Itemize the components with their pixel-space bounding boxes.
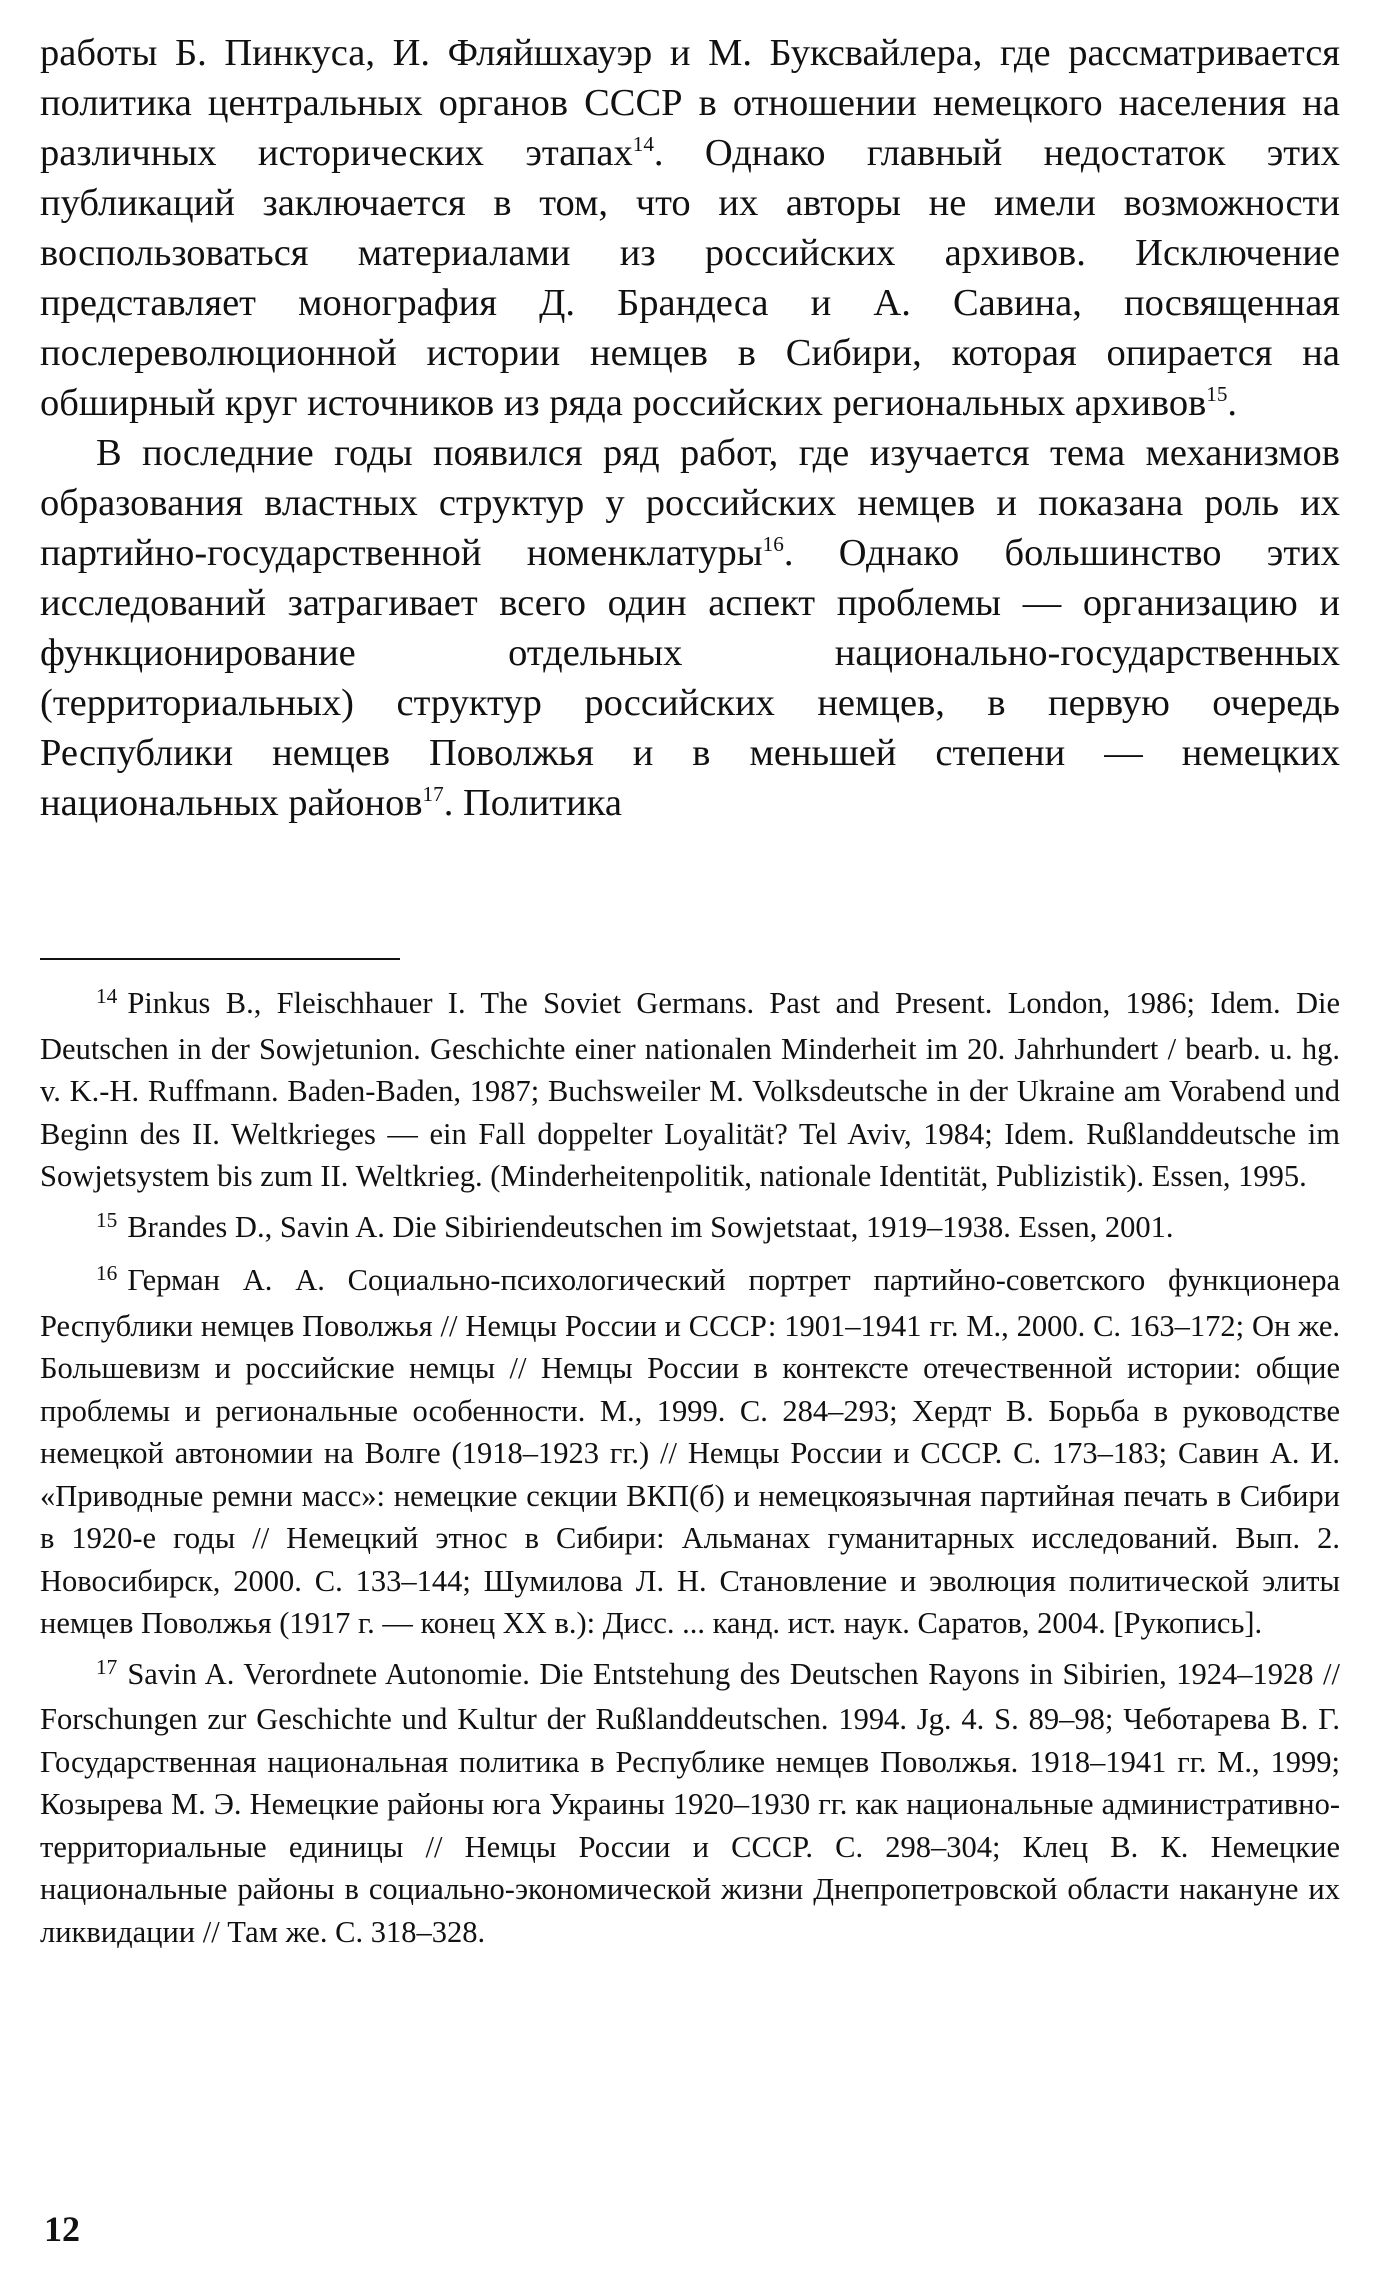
footnote-ref-14[interactable]: 14 [632, 132, 654, 157]
footnote-ref-16[interactable]: 16 [762, 532, 784, 557]
footnote-15 [40, 1206, 1340, 1252]
footnotes [40, 982, 1340, 1961]
footnote-number: 15 [96, 1207, 118, 1232]
paragraph-2-text-a: В последние годы появился ряд работ, где изучается тема механизмов образования властных структур у российских немцев и показана роль их партийно-государственной номенклатуры [40, 432, 1340, 574]
footnote-ref-15[interactable]: 15 [1206, 382, 1228, 407]
footnote-separator [40, 958, 400, 960]
footnote-16 [40, 1259, 1340, 1645]
paragraph-1 [40, 28, 1340, 428]
footnote-number: 17 [96, 1654, 118, 1679]
page-content [40, 28, 1340, 828]
footnote-17 [40, 1653, 1340, 1954]
footnote-text: Pinkus B., Fleischhauer I. The Soviet Germans. Past and Present. London, 1986; Idem. Die Deutschen in der Sowjetunion. Geschichte einer nationalen Minderheit im 20. Jahrhundert / bearb. u. hg. v. K.-H. Ruffmann. Baden-Baden, 1987; Buchsweiler M. Volksdeutsche in der Ukraine am Vorabend und Beginn des II. Weltkrieges — ein Fall doppelter Loyalität? Tel Aviv, 1984; Idem. Rußlanddeutsche im Sowjetsystem bis zum II. Weltkrieg. (Minderheitenpolitik, nationale Identität, Publizistik). Essen, 1995. [40, 986, 1340, 1193]
footnote-text: Brandes D., Savin A. Die Sibiriendeutschen im Sowjetstaat, 1919–1938. Essen, 2001. [127, 1209, 1174, 1244]
footnote-text: Герман А. А. Социально-психологический портрет партийно-советского функционера Республики немцев Поволжья // Немцы России и СССР: 1901–1941 гг. М., 2000. С. 163–172; Он же. Большевизм и российские немцы // Немцы России в контексте отечественной истории: общие проблемы и региональные особенности. М., 1999. С. 284–293; Хердт В. Борьба в руководстве немецкой автономии на Волге (1918–1923 гг.) // Немцы России и СССР. С. 173–183; Савин А. И. «Приводные ремни масс»: немецкие секции ВКП(б) и немецкоязычная партийная печать в Сибири в 1920-е годы // Немецкий этнос в Сибири: Альманах гуманитарных исследований. Вып. 2. Новосибирск, 2000. С. 133–144; Шумилова Л. Н. Становление и эволюция политической элиты немцев Поволжья (1917 г. — конец XX в.): Дисс. ... канд. ист. наук. Саратов, 2004. [Рукопись]. [40, 1263, 1340, 1640]
footnote-number: 14 [96, 984, 118, 1009]
paragraph-2 [40, 428, 1340, 828]
footnote-text: Savin A. Verordnete Autonomie. Die Entstehung des Deutschen Rayons in Sibirien, 1924–1928 // Forschungen zur Geschichte und Kultur der Rußlanddeutschen. 1994. Jg. 4. S. 89–98; Чеботарева В. Г. Государственная национальная политика в Республике немцев Поволжья. 1918–1941 гг. М., 1999; Козырева М. Э. Немецкие районы юга Украины 1920–1930 гг. как национальные административно-территориальные единицы // Немцы России и СССР. С. 298–304; Клец В. К. Немецкие национальные районы в социально-экономической жизни Днепропетровской области накануне их ликвидации // Там же. С. 318–328. [40, 1656, 1340, 1949]
paragraph-1-text-b: . Однако главный недостаток этих публикаций заключается в том, что их авторы не имели возможности воспользоваться материалами из российских архивов. Исключение представляет монография Д. Брандеса и А. Савина, посвященная послереволюционной истории немцев в Сибири, которая опирается на обширный круг источников из ряда российских региональных архивов [40, 132, 1340, 424]
main-text [40, 28, 1340, 828]
paragraph-1-text-c: . [1227, 382, 1238, 424]
footnote-14 [40, 982, 1340, 1198]
paragraph-2-text-b: . Однако большинство этих исследований затрагивает всего один аспект проблемы — организацию и функционирование отдельных национально-государственных (территориальных) структур российских немцев, в первую очередь Республики немцев Поволжья и в меньшей степени — немецких национальных районов [40, 532, 1340, 824]
paragraph-1-text-a: работы Б. Пинкуса, И. Фляйшхауэр и М. Буксвайлера, где рассматривается политика центральных органов СССР в отношении немецкого населения на различных исторических этапах [40, 32, 1340, 174]
paragraph-2-text-c: . Политика [443, 782, 622, 824]
page-number: 12 [44, 2209, 80, 2249]
footnote-number: 16 [96, 1261, 118, 1286]
footnote-ref-17[interactable]: 17 [422, 782, 444, 807]
